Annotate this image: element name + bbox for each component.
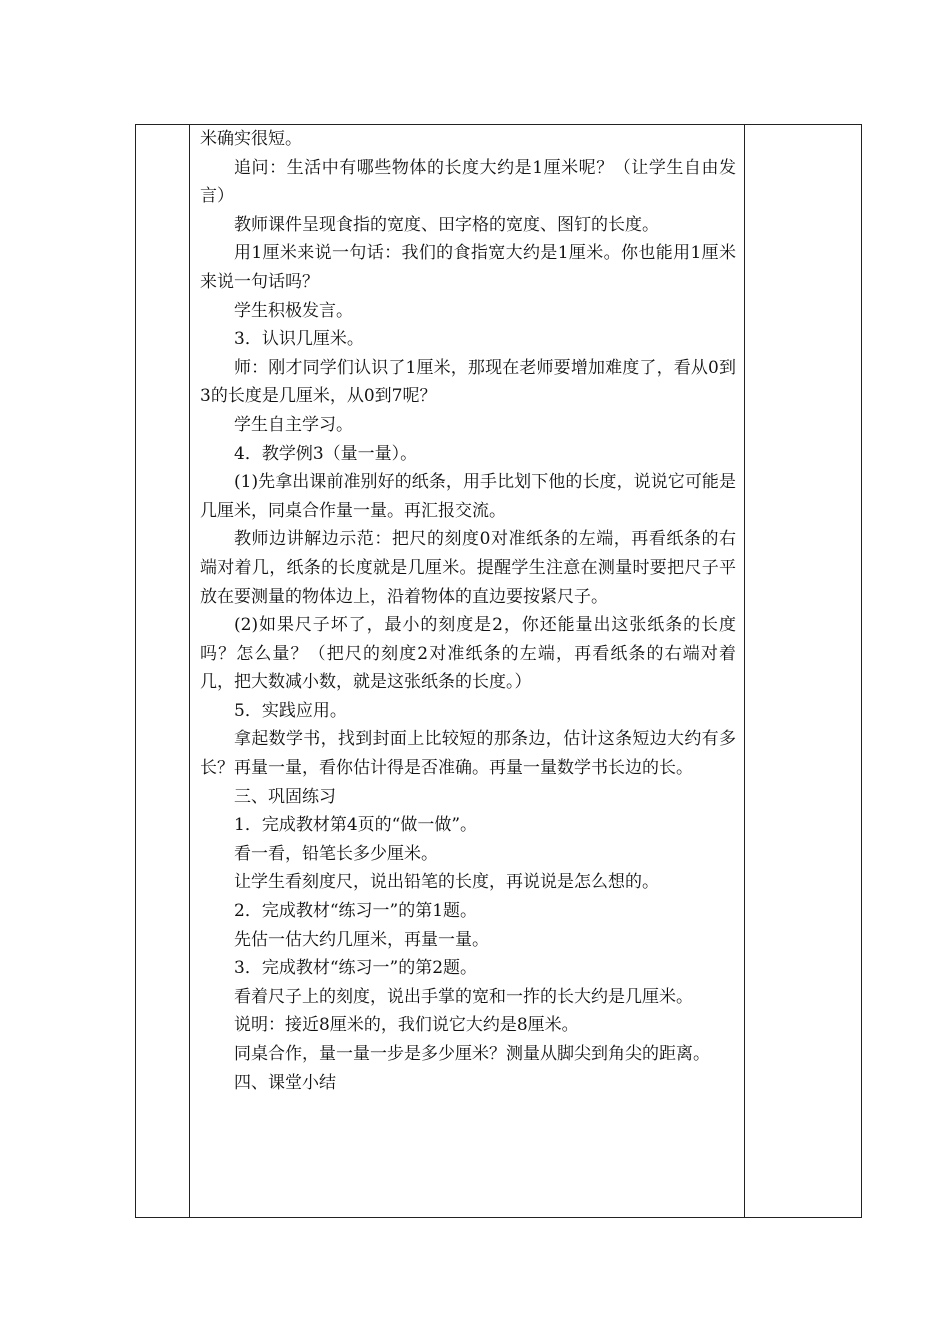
content-paragraph: 4．教学例3（量一量）。 (234, 443, 418, 464)
content-paragraph: 学生自主学习。 (234, 414, 353, 435)
content-paragraph: 3．完成教材“练习一”的第2题。 (234, 958, 478, 979)
content-paragraph: 1．完成教材第4页的“做一做”。 (234, 815, 478, 836)
content-paragraph: 学生积极发言。 (234, 300, 353, 321)
content-paragraph: 5．实践应用。 (234, 700, 347, 721)
content-paragraph: 米确实很短。 (200, 129, 302, 149)
content-paragraph: 先估一估大约几厘米，再量一量。 (234, 929, 489, 950)
content-paragraph: 2．完成教材“练习一”的第1题。 (234, 901, 478, 922)
column-divider-right (744, 125, 745, 1217)
content-paragraph: 说明：接近8厘米的，我们说它大约是8厘米。 (234, 1015, 579, 1036)
content-paragraph: 看着尺子上的刻度，说出手掌的宽和一拃的长大约是几厘米。 (234, 986, 693, 1007)
content-paragraph: 三、巩固练习 (234, 786, 336, 807)
content-paragraph: 拿起数学书，找到封面上比较短的那条边，估计这条短边大约有多长？再量一量，看你估计得是否准确。再量一量数学书长边的长。 (200, 729, 736, 779)
content-paragraph: 教师课件呈现食指的宽度、田字格的宽度、图钉的长度。 (234, 214, 659, 235)
content-paragraph: 3．认识几厘米。 (234, 329, 364, 350)
content-paragraph: (2)如果尺子坏了，最小的刻度是2，你还能量出这张纸条的长度吗？怎么量？（把尺的刻度2对准纸条的左端，再看纸条的右端对着几，把大数减小数，就是这张纸条的长度。） (200, 615, 736, 693)
content-paragraph: 用1厘米来说一句话：我们的食指宽大约是1厘米。你也能用1厘米来说一句话吗？ (200, 243, 736, 292)
content-paragraph: 让学生看刻度尺，说出铅笔的长度，再说说是怎么想的。 (234, 872, 659, 893)
lesson-content-cell (190, 125, 744, 1097)
content-paragraph: 看一看，铅笔长多少厘米。 (234, 843, 438, 864)
content-paragraph: 教师边讲解边示范：把尺的刻度0对准纸条的左端，再看纸条的右端对着几，纸条的长度就是几厘米。提醒学生注意在测量时要把尺子平放在要测量的物体边上，沿着物体的直边要按紧尺子。 (200, 529, 736, 607)
content-paragraph: 同桌合作，量一量一步是多少厘米？测量从脚尖到角尖的距离。 (234, 1044, 710, 1064)
lesson-plan-table (135, 124, 862, 1218)
content-paragraph: 追问：生活中有哪些物体的长度大约是1厘米呢？（让学生自由发言） (200, 157, 736, 207)
content-paragraph: 师：刚才同学们认识了1厘米，那现在老师要增加难度了，看从0到3的长度是几厘米，从0到7呢？ (200, 357, 736, 407)
content-paragraph: 四、课堂小结 (234, 1072, 336, 1093)
content-paragraph: (1)先拿出课前准别好的纸条，用手比划下他的长度，说说它可能是几厘米，同桌合作量一量。再汇报交流。 (200, 472, 736, 521)
